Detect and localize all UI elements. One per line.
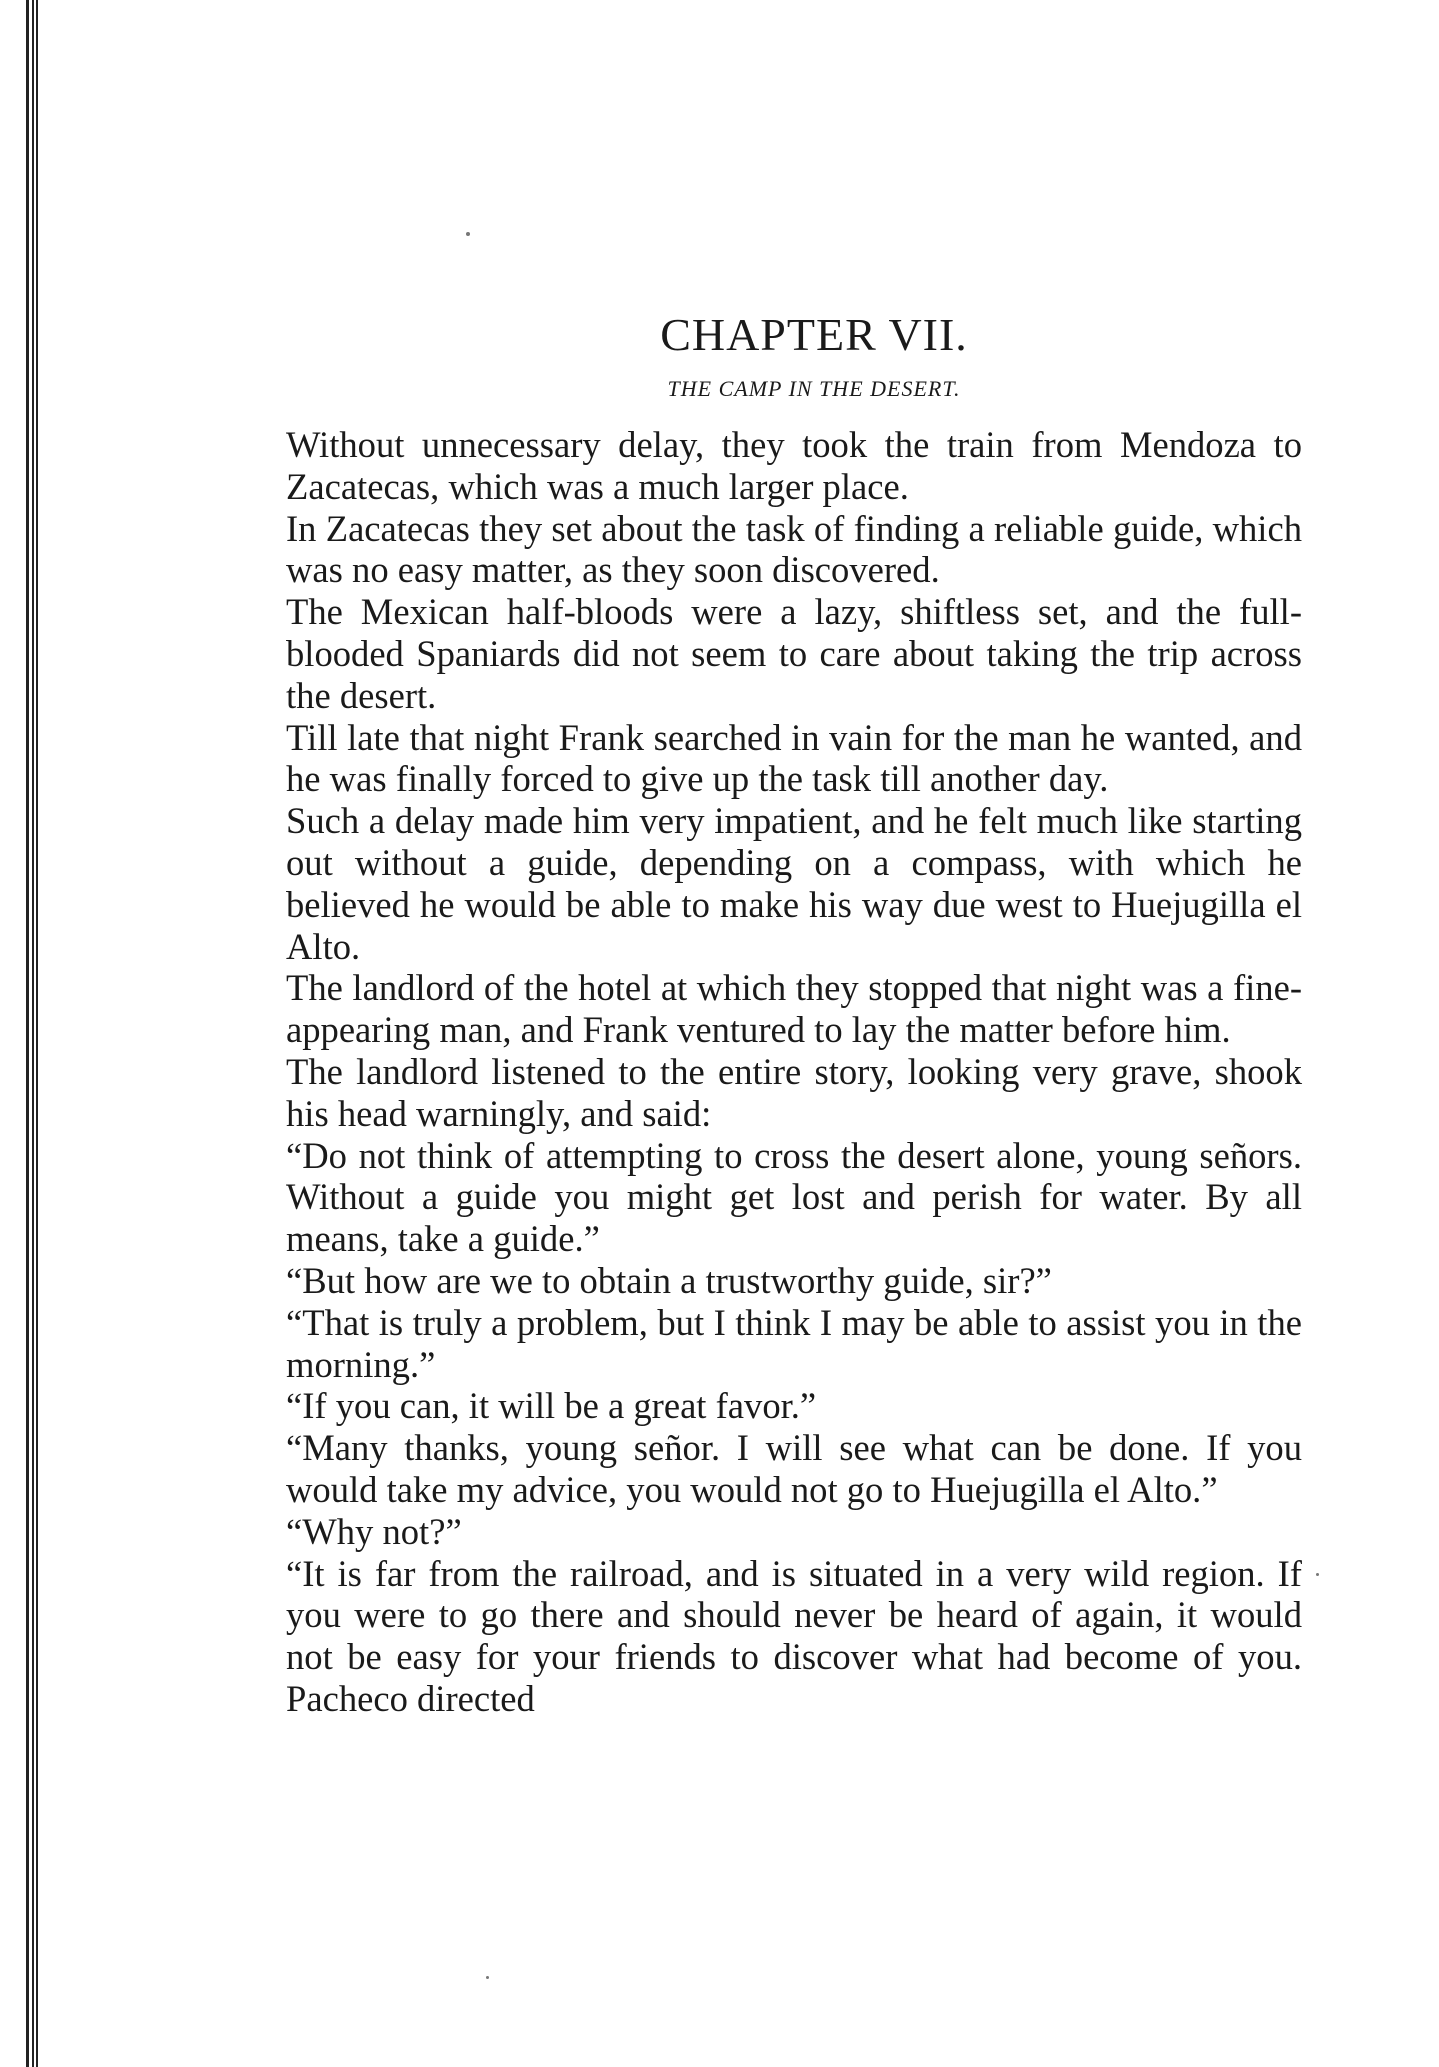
paragraph: “Why not?”	[286, 1510, 462, 1552]
paragraph: “It is far from the railroad, and is situated in a very wild region. If you were to go there and should never be heard of again, it would not be easy for your friends to discover what had become of you. Pacheco directed	[286, 1552, 1302, 1719]
paragraph: Till late that night Frank searched in vain for the man he wanted, and he was finally forced to give up the task till another day.	[286, 716, 1302, 800]
paragraph: The landlord listened to the entire story, looking very grave, shook his head warningly, and said:	[286, 1050, 1302, 1134]
paragraph: In Zacatecas they set about the task of finding a reliable guide, which was no easy matter, as they soon discovered.	[286, 507, 1302, 591]
ink-speck	[486, 1976, 489, 1979]
chapter-subtitle: THE CAMP IN THE DESERT.	[667, 376, 961, 401]
ink-speck	[1316, 1573, 1319, 1576]
chapter-body	[286, 424, 1302, 1720]
paragraph: “But how are we to obtain a trustworthy guide, sir?”	[286, 1259, 1052, 1301]
book-page	[286, 300, 1302, 1720]
paragraph: Such a delay made him very impatient, and he felt much like starting out without a guide, depending on a compass, with which he believed he would be able to make his way due west to Huejugilla el Alto.	[286, 800, 1302, 967]
paragraph: The Mexican half-bloods were a lazy, shiftless set, and the full-blooded Spaniards did not seem to care about taking the trip across the desert.	[286, 591, 1302, 716]
paragraph: The landlord of the hotel at which they stopped that night was a fine-appearing man, and Frank ventured to lay the matter before him.	[286, 967, 1302, 1051]
page-binding-edge	[26, 0, 38, 2067]
paragraph: “Many thanks, young señor. I will see what can be done. If you would take my advice, you would not go to Huejugilla el Alto.”	[286, 1427, 1302, 1510]
ink-speck	[466, 232, 470, 236]
chapter-title: CHAPTER VII.	[660, 309, 968, 360]
paragraph: “Do not think of attempting to cross the desert alone, young señors. Without a guide you might get lost and perish for water. By all means, take a guide.”	[286, 1134, 1302, 1260]
paragraph: Without unnecessary delay, they took the train from Mendoza to Zacatecas, which was a much larger place.	[286, 424, 1302, 507]
paragraph: “That is truly a problem, but I think I may be able to assist you in the morning.”	[286, 1301, 1302, 1385]
paragraph: “If you can, it will be a great favor.”	[286, 1385, 817, 1427]
